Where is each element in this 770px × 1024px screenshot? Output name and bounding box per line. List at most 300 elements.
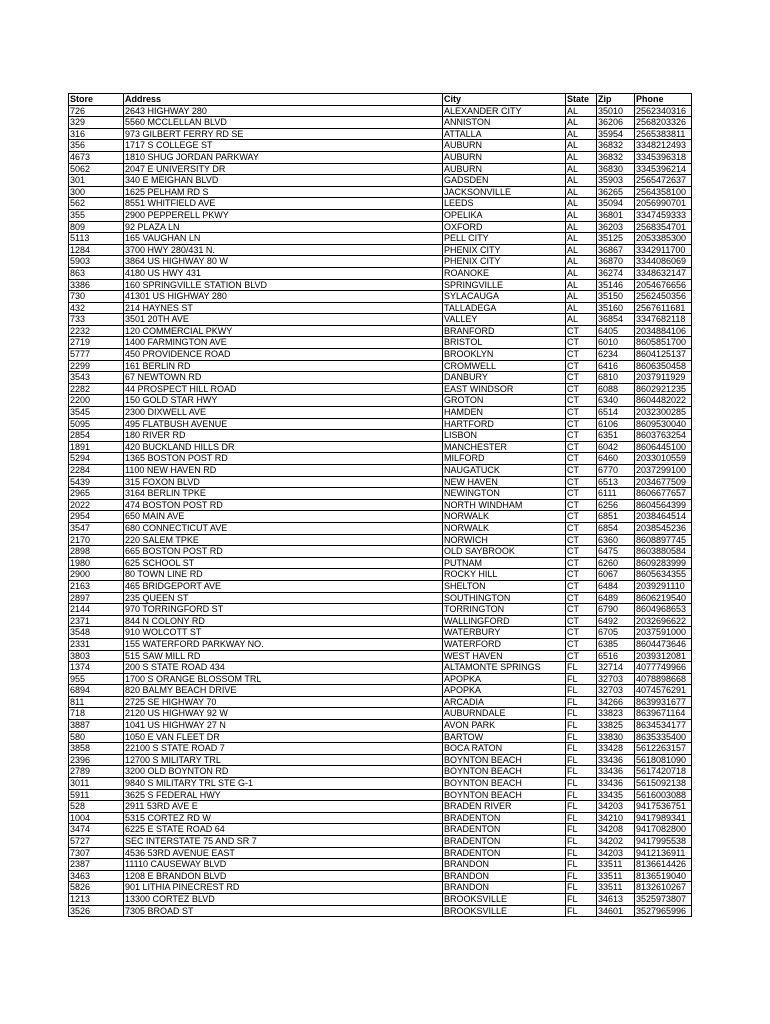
table-row — [69, 731, 692, 743]
cell-zip: 36830 — [597, 163, 635, 175]
cell-store: 2232 — [69, 325, 124, 337]
cell-phone: 3347682118 — [635, 314, 692, 326]
cell-store: 3547 — [69, 522, 124, 534]
cell-state: CT — [566, 650, 597, 662]
table-row — [69, 267, 692, 279]
table-row — [69, 812, 692, 824]
cell-city: LEEDS — [443, 198, 566, 210]
table-row — [69, 198, 692, 210]
cell-address: 214 HAYNES ST — [124, 302, 443, 314]
cell-address: 180 RIVER RD — [124, 430, 443, 442]
cell-city: BOYNTON BEACH — [443, 754, 566, 766]
cell-city: BRADENTON — [443, 812, 566, 824]
header-phone: Phone — [635, 94, 692, 106]
cell-store: 5439 — [69, 476, 124, 488]
cell-store: 2789 — [69, 766, 124, 778]
table-row — [69, 720, 692, 732]
cell-store: 3858 — [69, 743, 124, 755]
cell-zip: 6416 — [597, 360, 635, 372]
cell-phone: 2032300285 — [635, 407, 692, 419]
cell-store: 329 — [69, 117, 124, 129]
cell-state: CT — [566, 627, 597, 639]
cell-address: 844 N COLONY RD — [124, 615, 443, 627]
cell-address: 910 WOLCOTT ST — [124, 627, 443, 639]
cell-state: CT — [566, 465, 597, 477]
cell-city: WEST HAVEN — [443, 650, 566, 662]
cell-phone: 3345396214 — [635, 163, 692, 175]
cell-city: GADSDEN — [443, 175, 566, 187]
table-row — [69, 151, 692, 163]
cell-zip: 34202 — [597, 836, 635, 848]
store-table — [68, 93, 692, 917]
cell-city: BRANFORD — [443, 325, 566, 337]
cell-zip: 35010 — [597, 105, 635, 117]
cell-zip: 6010 — [597, 337, 635, 349]
cell-state: FL — [566, 778, 597, 790]
table-row — [69, 221, 692, 233]
cell-zip: 6351 — [597, 430, 635, 442]
cell-store: 2900 — [69, 569, 124, 581]
cell-state: FL — [566, 685, 597, 697]
table-row — [69, 407, 692, 419]
cell-store: 3474 — [69, 824, 124, 836]
table-row — [69, 360, 692, 372]
cell-phone: 3527965996 — [635, 905, 692, 917]
cell-zip: 35150 — [597, 291, 635, 303]
cell-state: AL — [566, 233, 597, 245]
cell-phone: 2564358100 — [635, 186, 692, 198]
cell-city: CROMWELL — [443, 360, 566, 372]
cell-state: CT — [566, 395, 597, 407]
cell-state: FL — [566, 893, 597, 905]
cell-phone: 8604482022 — [635, 395, 692, 407]
cell-store: 726 — [69, 105, 124, 117]
table-row — [69, 569, 692, 581]
cell-address: 8551 WHITFIELD AVE — [124, 198, 443, 210]
table-row — [69, 650, 692, 662]
cell-phone: 8606219540 — [635, 592, 692, 604]
cell-city: MANCHESTER — [443, 441, 566, 453]
cell-store: 5911 — [69, 789, 124, 801]
cell-state: AL — [566, 244, 597, 256]
table-row — [69, 882, 692, 894]
cell-zip: 33436 — [597, 778, 635, 790]
cell-city: ATTALLA — [443, 128, 566, 140]
cell-store: 7307 — [69, 847, 124, 859]
cell-address: 970 TORRINGFORD ST — [124, 604, 443, 616]
cell-state: CT — [566, 546, 597, 558]
cell-state: CT — [566, 476, 597, 488]
cell-state: CT — [566, 615, 597, 627]
cell-zip: 34601 — [597, 905, 635, 917]
cell-state: AL — [566, 314, 597, 326]
cell-zip: 32703 — [597, 673, 635, 685]
cell-city: NAUGATUCK — [443, 465, 566, 477]
cell-phone: 8605851700 — [635, 337, 692, 349]
cell-phone: 3345396318 — [635, 151, 692, 163]
cell-zip: 6790 — [597, 604, 635, 616]
cell-store: 1213 — [69, 893, 124, 905]
cell-store: 3543 — [69, 372, 124, 384]
cell-phone: 2032696622 — [635, 615, 692, 627]
cell-address: 3864 US HIGHWAY 80 W — [124, 256, 443, 268]
cell-phone: 8604564399 — [635, 499, 692, 511]
cell-state: CT — [566, 511, 597, 523]
cell-city: SHELTON — [443, 580, 566, 592]
cell-address: 625 SCHOOL ST — [124, 557, 443, 569]
cell-state: AL — [566, 128, 597, 140]
cell-phone: 2037591000 — [635, 627, 692, 639]
cell-address: 92 PLAZA LN — [124, 221, 443, 233]
cell-city: PELL CITY — [443, 233, 566, 245]
cell-store: 2898 — [69, 546, 124, 558]
cell-zip: 34203 — [597, 801, 635, 813]
cell-state: CT — [566, 418, 597, 430]
cell-state: CT — [566, 430, 597, 442]
cell-city: LISBON — [443, 430, 566, 442]
cell-city: SYLACAUGA — [443, 291, 566, 303]
cell-phone: 2034884106 — [635, 325, 692, 337]
cell-state: CT — [566, 488, 597, 500]
cell-store: 5777 — [69, 349, 124, 361]
cell-city: BOYNTON BEACH — [443, 778, 566, 790]
cell-address: 820 BALMY BEACH DRIVE — [124, 685, 443, 697]
cell-zip: 35146 — [597, 279, 635, 291]
cell-address: 1050 E VAN FLEET DR — [124, 731, 443, 743]
cell-address: 680 CONNECTICUT AVE — [124, 522, 443, 534]
table-row — [69, 441, 692, 453]
table-row — [69, 105, 692, 117]
cell-address: 22100 S STATE ROAD 7 — [124, 743, 443, 755]
cell-address: 3625 S FEDERAL HWY — [124, 789, 443, 801]
table-row — [69, 743, 692, 755]
table-row — [69, 209, 692, 221]
cell-city: BRADENTON — [443, 836, 566, 848]
cell-address: 5315 CORTEZ RD W — [124, 812, 443, 824]
cell-phone: 8604968653 — [635, 604, 692, 616]
cell-phone: 2034677509 — [635, 476, 692, 488]
cell-store: 2284 — [69, 465, 124, 477]
cell-zip: 34613 — [597, 893, 635, 905]
cell-address: 3700 HWY 280/431 N. — [124, 244, 443, 256]
table-row — [69, 314, 692, 326]
cell-zip: 33436 — [597, 766, 635, 778]
cell-zip: 36206 — [597, 117, 635, 129]
cell-city: PHENIX CITY — [443, 244, 566, 256]
cell-phone: 8639671164 — [635, 708, 692, 720]
cell-zip: 36203 — [597, 221, 635, 233]
table-row — [69, 465, 692, 477]
cell-address: 4180 US HWY 431 — [124, 267, 443, 279]
cell-phone: 8639931677 — [635, 696, 692, 708]
cell-store: 300 — [69, 186, 124, 198]
cell-phone: 2039312081 — [635, 650, 692, 662]
cell-phone: 5617420718 — [635, 766, 692, 778]
cell-city: BOYNTON BEACH — [443, 789, 566, 801]
cell-address: 665 BOSTON POST RD — [124, 546, 443, 558]
cell-city: PHENIX CITY — [443, 256, 566, 268]
cell-zip: 6385 — [597, 638, 635, 650]
cell-zip: 35160 — [597, 302, 635, 314]
cell-address: 1041 US HIGHWAY 27 N — [124, 720, 443, 732]
cell-state: AL — [566, 163, 597, 175]
cell-store: 3463 — [69, 870, 124, 882]
cell-phone: 3348632147 — [635, 267, 692, 279]
cell-phone: 2037299100 — [635, 465, 692, 477]
cell-address: 2643 HIGHWAY 280 — [124, 105, 443, 117]
cell-phone: 8605634355 — [635, 569, 692, 581]
table-row — [69, 662, 692, 674]
cell-city: AUBURN — [443, 140, 566, 152]
cell-store: 432 — [69, 302, 124, 314]
cell-city: BRANDON — [443, 882, 566, 894]
cell-city: BROOKSVILLE — [443, 893, 566, 905]
cell-phone: 4077749966 — [635, 662, 692, 674]
cell-store: 580 — [69, 731, 124, 743]
cell-store: 2022 — [69, 499, 124, 511]
cell-city: OXFORD — [443, 221, 566, 233]
cell-state: FL — [566, 754, 597, 766]
cell-zip: 34266 — [597, 696, 635, 708]
cell-address: 1100 NEW HAVEN RD — [124, 465, 443, 477]
cell-address: 1810 SHUG JORDAN PARKWAY — [124, 151, 443, 163]
table-row — [69, 430, 692, 442]
cell-state: CT — [566, 522, 597, 534]
cell-state: AL — [566, 175, 597, 187]
cell-address: 495 FLATBUSH AVENUE — [124, 418, 443, 430]
cell-address: 1400 FARMINGTON AVE — [124, 337, 443, 349]
cell-zip: 33435 — [597, 789, 635, 801]
table-row — [69, 175, 692, 187]
cell-state: CT — [566, 441, 597, 453]
cell-phone: 2033010559 — [635, 453, 692, 465]
cell-store: 1004 — [69, 812, 124, 824]
table-row — [69, 117, 692, 129]
cell-zip: 36832 — [597, 140, 635, 152]
cell-state: CT — [566, 407, 597, 419]
cell-zip: 6111 — [597, 488, 635, 500]
cell-store: 301 — [69, 175, 124, 187]
cell-zip: 6067 — [597, 569, 635, 581]
cell-state: FL — [566, 824, 597, 836]
cell-phone: 8132610267 — [635, 882, 692, 894]
table-row — [69, 186, 692, 198]
cell-state: AL — [566, 198, 597, 210]
cell-phone: 8608897745 — [635, 534, 692, 546]
cell-city: NORTH WINDHAM — [443, 499, 566, 511]
cell-zip: 6851 — [597, 511, 635, 523]
cell-zip: 6260 — [597, 557, 635, 569]
cell-address: 150 GOLD STAR HWY — [124, 395, 443, 407]
cell-address: 315 FOXON BLVD — [124, 476, 443, 488]
cell-store: 5727 — [69, 836, 124, 848]
cell-phone: 8136614426 — [635, 859, 692, 871]
cell-state: AL — [566, 221, 597, 233]
cell-address: 120 COMMERCIAL PKWY — [124, 325, 443, 337]
cell-city: VALLEY — [443, 314, 566, 326]
table-row — [69, 140, 692, 152]
cell-store: 2387 — [69, 859, 124, 871]
cell-store: 809 — [69, 221, 124, 233]
cell-phone: 8604473646 — [635, 638, 692, 650]
cell-state: AL — [566, 302, 597, 314]
cell-store: 3545 — [69, 407, 124, 419]
table-row — [69, 778, 692, 790]
table-row — [69, 511, 692, 523]
table-row — [69, 383, 692, 395]
cell-zip: 6770 — [597, 465, 635, 477]
cell-state: AL — [566, 256, 597, 268]
cell-city: WATERFORD — [443, 638, 566, 650]
table-row — [69, 488, 692, 500]
cell-city: NORWALK — [443, 511, 566, 523]
cell-store: 3548 — [69, 627, 124, 639]
cell-phone: 8603880584 — [635, 546, 692, 558]
table-row — [69, 395, 692, 407]
table-row — [69, 372, 692, 384]
cell-state: CT — [566, 383, 597, 395]
cell-state: CT — [566, 638, 597, 650]
cell-phone: 4078898668 — [635, 673, 692, 685]
cell-address: 155 WATERFORD PARKWAY NO. — [124, 638, 443, 650]
cell-store: 3803 — [69, 650, 124, 662]
cell-phone: 8604125137 — [635, 349, 692, 361]
cell-zip: 33511 — [597, 882, 635, 894]
cell-zip: 36832 — [597, 151, 635, 163]
cell-zip: 6234 — [597, 349, 635, 361]
cell-zip: 6042 — [597, 441, 635, 453]
cell-state: CT — [566, 580, 597, 592]
table-row — [69, 766, 692, 778]
cell-phone: 8606677657 — [635, 488, 692, 500]
cell-phone: 8136519040 — [635, 870, 692, 882]
cell-zip: 33436 — [597, 754, 635, 766]
cell-city: BRANDON — [443, 859, 566, 871]
cell-phone: 2056990701 — [635, 198, 692, 210]
cell-city: ANNISTON — [443, 117, 566, 129]
table-row — [69, 905, 692, 917]
cell-store: 562 — [69, 198, 124, 210]
table-row — [69, 627, 692, 639]
cell-city: BROOKSVILLE — [443, 905, 566, 917]
cell-zip: 33830 — [597, 731, 635, 743]
cell-city: BRADEN RIVER — [443, 801, 566, 813]
cell-address: 2120 US HIGHWAY 92 W — [124, 708, 443, 720]
cell-address: 1700 S ORANGE BLOSSOM TRL — [124, 673, 443, 685]
cell-zip: 6810 — [597, 372, 635, 384]
cell-address: 515 SAW MILL RD — [124, 650, 443, 662]
table-row — [69, 708, 692, 720]
cell-address: 200 S STATE ROAD 434 — [124, 662, 443, 674]
table-row — [69, 604, 692, 616]
cell-address: 2725 SE HIGHWAY 70 — [124, 696, 443, 708]
cell-phone: 8609283999 — [635, 557, 692, 569]
cell-state: FL — [566, 696, 597, 708]
table-row — [69, 696, 692, 708]
cell-state: CT — [566, 349, 597, 361]
table-row — [69, 233, 692, 245]
cell-store: 2854 — [69, 430, 124, 442]
cell-city: BRANDON — [443, 870, 566, 882]
cell-state: CT — [566, 337, 597, 349]
table-row — [69, 291, 692, 303]
cell-state: CT — [566, 557, 597, 569]
cell-state: CT — [566, 499, 597, 511]
table-row — [69, 580, 692, 592]
cell-store: 2200 — [69, 395, 124, 407]
cell-city: ROCKY HILL — [443, 569, 566, 581]
cell-zip: 6475 — [597, 546, 635, 558]
cell-address: 220 SALEM TPKE — [124, 534, 443, 546]
cell-address: 474 BOSTON POST RD — [124, 499, 443, 511]
cell-city: BARTOW — [443, 731, 566, 743]
cell-city: APOPKA — [443, 685, 566, 697]
table-row — [69, 615, 692, 627]
cell-city: AUBURN — [443, 151, 566, 163]
cell-store: 2371 — [69, 615, 124, 627]
cell-zip: 6460 — [597, 453, 635, 465]
cell-zip: 33823 — [597, 708, 635, 720]
cell-city: BOCA RATON — [443, 743, 566, 755]
table-row — [69, 453, 692, 465]
cell-city: NEWINGTON — [443, 488, 566, 500]
cell-state: CT — [566, 592, 597, 604]
cell-phone: 8606445100 — [635, 441, 692, 453]
cell-store: 730 — [69, 291, 124, 303]
cell-state: FL — [566, 882, 597, 894]
table-row — [69, 859, 692, 871]
table-row — [69, 638, 692, 650]
table-row — [69, 789, 692, 801]
cell-store: 2396 — [69, 754, 124, 766]
cell-address: 2047 E UNIVERSITY DR — [124, 163, 443, 175]
cell-address: 12700 S MILITARY TRL — [124, 754, 443, 766]
cell-city: SOUTHINGTON — [443, 592, 566, 604]
cell-address: 340 E MEIGHAN BLVD — [124, 175, 443, 187]
cell-state: AL — [566, 140, 597, 152]
cell-address: 11110 CAUSEWAY BLVD — [124, 859, 443, 871]
cell-store: 356 — [69, 140, 124, 152]
table-row — [69, 685, 692, 697]
cell-store: 863 — [69, 267, 124, 279]
cell-phone: 3348212493 — [635, 140, 692, 152]
cell-state: AL — [566, 291, 597, 303]
cell-state: CT — [566, 325, 597, 337]
table-row — [69, 279, 692, 291]
cell-address: 80 TOWN LINE RD — [124, 569, 443, 581]
cell-zip: 33511 — [597, 859, 635, 871]
table-row — [69, 534, 692, 546]
cell-state: AL — [566, 267, 597, 279]
cell-phone: 8635335400 — [635, 731, 692, 743]
cell-zip: 6360 — [597, 534, 635, 546]
cell-state: CT — [566, 360, 597, 372]
cell-zip: 6106 — [597, 418, 635, 430]
cell-store: 5095 — [69, 418, 124, 430]
cell-state: FL — [566, 836, 597, 848]
cell-state: FL — [566, 859, 597, 871]
cell-phone: 5612263157 — [635, 743, 692, 755]
table-row — [69, 754, 692, 766]
cell-store: 6894 — [69, 685, 124, 697]
cell-zip: 36867 — [597, 244, 635, 256]
cell-city: BRISTOL — [443, 337, 566, 349]
cell-state: FL — [566, 847, 597, 859]
cell-zip: 36801 — [597, 209, 635, 221]
cell-store: 2965 — [69, 488, 124, 500]
cell-zip: 6256 — [597, 499, 635, 511]
cell-zip: 6489 — [597, 592, 635, 604]
